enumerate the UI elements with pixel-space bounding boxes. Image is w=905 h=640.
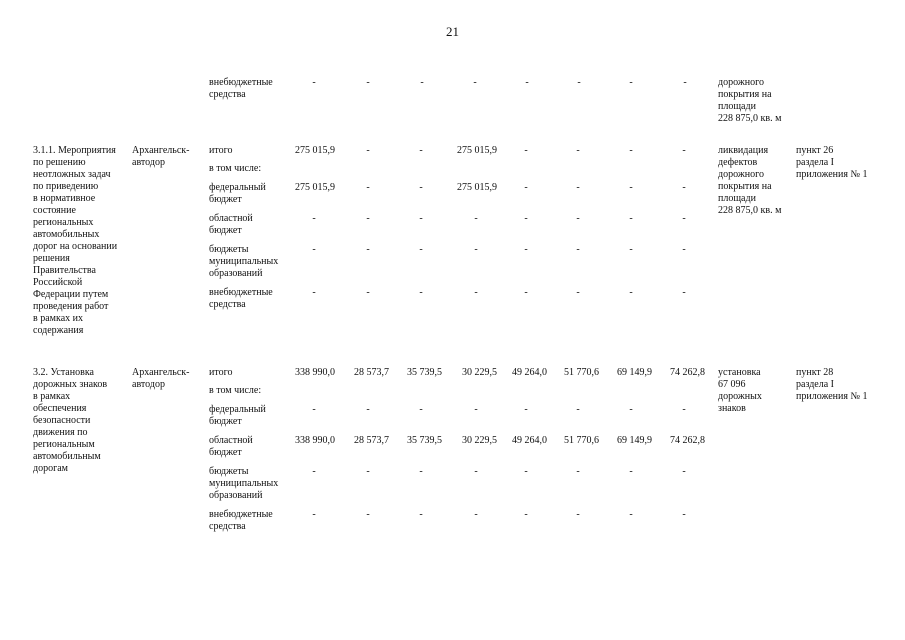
value-cell: - <box>366 509 370 520</box>
value-cell: - <box>312 213 316 224</box>
value-cell: - <box>524 182 528 193</box>
value-cell: - <box>629 77 633 88</box>
value-cell: 30 229,5 <box>462 367 497 378</box>
value-cell: - <box>366 77 370 88</box>
value-cell: - <box>419 287 423 298</box>
funding-source-label: областной бюджет <box>209 435 253 458</box>
value-cell: - <box>366 466 370 477</box>
value-cell: - <box>525 77 529 88</box>
funding-source-label: федеральный бюджет <box>209 404 266 427</box>
value-cell: - <box>683 77 687 88</box>
value-cell: 275 015,9 <box>295 182 335 193</box>
value-cell: 30 229,5 <box>462 435 497 446</box>
value-cell: - <box>419 509 423 520</box>
value-cell: - <box>419 404 423 415</box>
value-cell: - <box>576 404 580 415</box>
measure-description: 3.1.1. Мероприятия по решению неотложных задач по приведению в нормативное состояние региональных автомобильных дорог на основании решения Правительства Российской Федерации путем проведения работ в рамках их содержания <box>33 145 118 336</box>
value-cell: - <box>419 182 423 193</box>
value-cell: 275 015,9 <box>457 182 497 193</box>
value-cell: - <box>312 287 316 298</box>
value-cell: - <box>682 466 686 477</box>
value-cell: - <box>524 145 528 156</box>
measure-description: 3.2. Установка дорожных знаков в рамках обеспечения безопасности движения по региональным автомобильным дорогам <box>33 367 108 474</box>
value-cell: - <box>577 77 581 88</box>
value-cell: - <box>629 145 633 156</box>
value-cell: - <box>576 244 580 255</box>
value-cell: - <box>682 509 686 520</box>
value-cell: - <box>524 404 528 415</box>
reference-note: пункт 28 раздела I приложения № 1 <box>796 367 868 402</box>
value-cell: - <box>629 287 633 298</box>
value-cell: - <box>682 145 686 156</box>
value-cell: - <box>524 244 528 255</box>
funding-source-label: внебюджетные средства <box>209 77 273 100</box>
value-cell: - <box>524 287 528 298</box>
value-cell: 275 015,9 <box>295 145 335 156</box>
value-cell: - <box>576 466 580 477</box>
value-cell: - <box>474 404 478 415</box>
value-cell: - <box>576 182 580 193</box>
value-cell: - <box>366 145 370 156</box>
value-cell: - <box>474 466 478 477</box>
value-cell: - <box>474 244 478 255</box>
value-cell: 28 573,7 <box>354 435 389 446</box>
value-cell: - <box>312 77 316 88</box>
value-cell: 49 264,0 <box>512 435 547 446</box>
funding-source-label: внебюджетные средства <box>209 509 273 532</box>
value-cell: 69 149,9 <box>617 367 652 378</box>
funding-source-label: бюджеты муниципальных образований <box>209 244 279 279</box>
executor-name: Архангельск- автодор <box>132 367 190 390</box>
value-cell: - <box>576 213 580 224</box>
value-cell: - <box>629 244 633 255</box>
value-cell: - <box>419 466 423 477</box>
value-cell: 338 990,0 <box>295 435 335 446</box>
value-cell: 28 573,7 <box>354 367 389 378</box>
funding-source-label: бюджеты муниципальных образований <box>209 466 279 501</box>
value-cell: - <box>629 404 633 415</box>
value-cell: - <box>366 404 370 415</box>
value-cell: - <box>629 466 633 477</box>
value-cell: - <box>682 182 686 193</box>
value-cell: - <box>366 213 370 224</box>
executor-name: Архангельск- автодор <box>132 145 190 168</box>
value-cell: - <box>576 287 580 298</box>
value-cell: - <box>524 509 528 520</box>
value-cell: - <box>420 77 424 88</box>
value-cell: - <box>366 182 370 193</box>
value-cell: - <box>312 404 316 415</box>
value-cell: - <box>419 145 423 156</box>
funding-source-label: в том числе: <box>209 163 262 174</box>
expected-result: установка 67 096 дорожных знаков <box>718 367 762 414</box>
value-cell: 69 149,9 <box>617 435 652 446</box>
reference-note: пункт 26 раздела I приложения № 1 <box>796 145 868 180</box>
funding-source-label: федеральный бюджет <box>209 182 266 205</box>
value-cell: 35 739,5 <box>407 435 442 446</box>
value-cell: - <box>682 213 686 224</box>
value-cell: - <box>576 145 580 156</box>
value-cell: - <box>576 509 580 520</box>
value-cell: - <box>682 244 686 255</box>
funding-source-label: в том числе: <box>209 385 262 396</box>
value-cell: - <box>474 509 478 520</box>
value-cell: - <box>366 287 370 298</box>
value-cell: - <box>366 244 370 255</box>
value-cell: - <box>524 466 528 477</box>
expected-result: дорожного покрытия на площади 228 875,0 кв. м <box>718 77 782 124</box>
value-cell: 49 264,0 <box>512 367 547 378</box>
funding-source-label: итого <box>209 367 233 378</box>
value-cell: 35 739,5 <box>407 367 442 378</box>
value-cell: - <box>312 244 316 255</box>
value-cell: - <box>419 244 423 255</box>
funding-source-label: внебюджетные средства <box>209 287 273 310</box>
value-cell: - <box>312 509 316 520</box>
value-cell: - <box>629 182 633 193</box>
value-cell: 51 770,6 <box>564 435 599 446</box>
value-cell: - <box>474 213 478 224</box>
value-cell: 338 990,0 <box>295 367 335 378</box>
value-cell: - <box>524 213 528 224</box>
value-cell: 74 262,8 <box>670 435 705 446</box>
expected-result: ликвидация дефектов дорожного покрытия на площади 228 875,0 кв. м <box>718 145 782 216</box>
funding-source-label: областной бюджет <box>209 213 253 236</box>
value-cell: - <box>682 287 686 298</box>
value-cell: - <box>629 213 633 224</box>
value-cell: 275 015,9 <box>457 145 497 156</box>
value-cell: 51 770,6 <box>564 367 599 378</box>
value-cell: - <box>474 287 478 298</box>
funding-source-label: итого <box>209 145 233 156</box>
value-cell: - <box>682 404 686 415</box>
value-cell: - <box>419 213 423 224</box>
value-cell: 74 262,8 <box>670 367 705 378</box>
value-cell: - <box>629 509 633 520</box>
value-cell: - <box>473 77 477 88</box>
value-cell: - <box>312 466 316 477</box>
page-number: 21 <box>446 24 459 39</box>
